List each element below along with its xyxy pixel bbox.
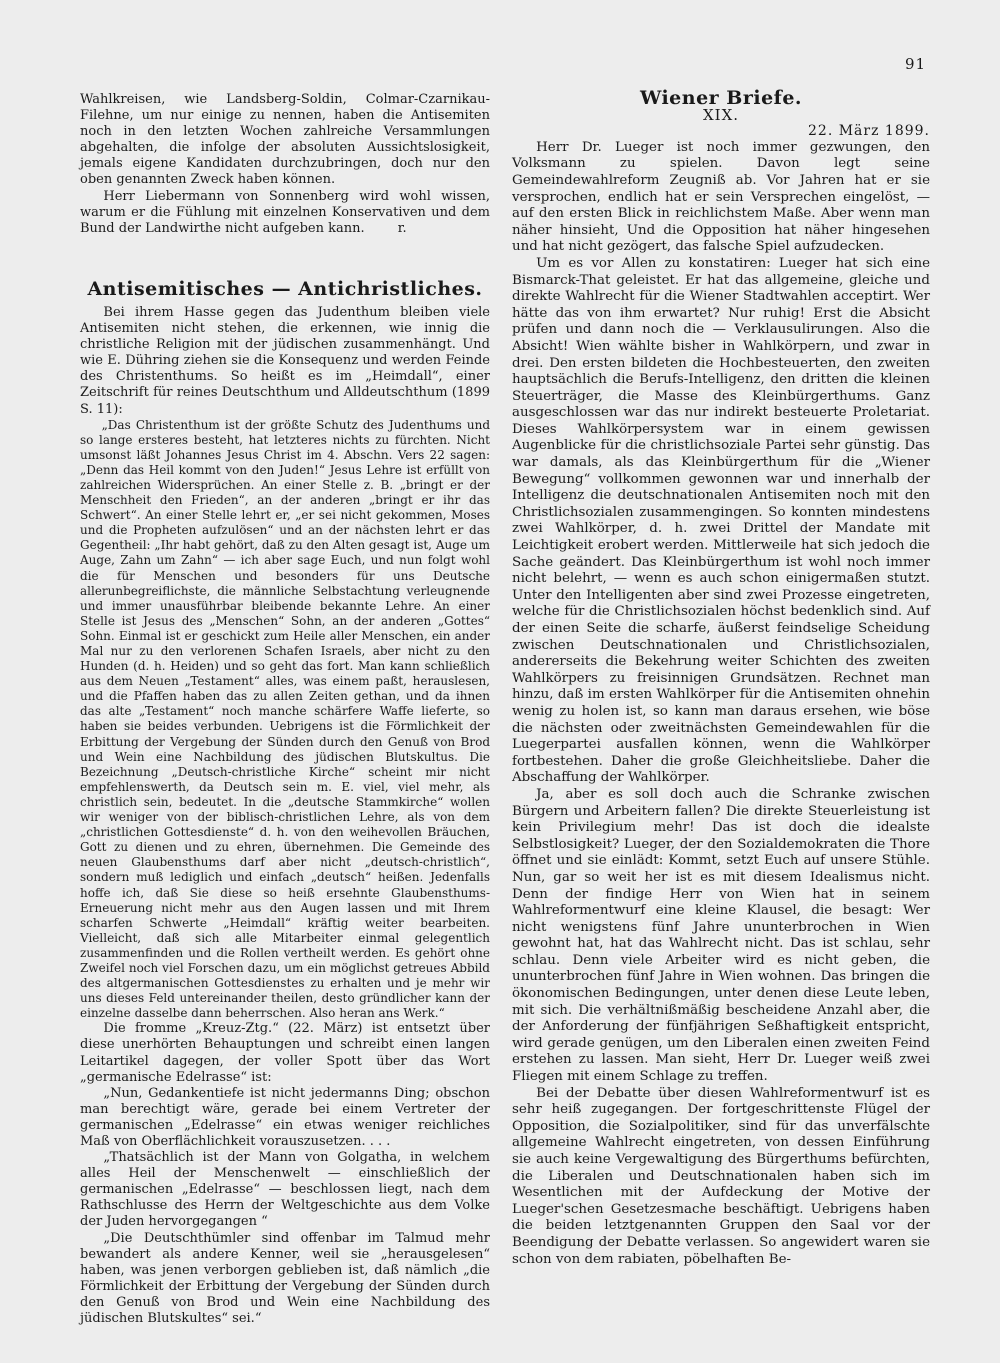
right-column [512,87,930,1268]
author-signature: r. [397,220,407,236]
kreuzzeitung-quote: „Thatsächlich ist der Mann von Golgatha, in welchem alles Heil der Menschenwelt — einschließlich der germanischen „Edelrasse“ — beschlossen liegt, nach dem Rathschlusse des Herrn der Weltgeschichte aus dem Volke der Juden hervorgegangen “ [80,1150,490,1230]
kreuzzeitung-quote: „Die Deutschthümler sind offenbar im Talmud mehr bewandert als andere Kenner, weil sie „herausgelesen“ haben, was jenen verborgen geblieben ist, daß nämlich „die Förmlichkeit der Erbittung der Vergebung der Sünden durch den Genuß von Brod und Wein eine Nachbildung des jüdischen Blutskultes“ sei.“ [80,1230,490,1327]
page-number: 91 [905,55,927,73]
article-paragraph: Herr Dr. Lueger ist noch immer gezwungen, den Volksmann zu spielen. Davon legt seine Gemeindewahlreform Zeugniß ab. Vor Jahren hat er sie versprochen, endlich hat er sein Versprechen eingelöst, — auf den ersten Blick in reichlichstem Maße. Aber wenn man näher hinsieht, Und die Opposition hat näher hingesehen und hat nicht gezögert, das falsche Spiel aufzudecken. [512,139,930,255]
article-number: XIX. [702,105,740,124]
article-heading-antisemitisches: Antisemitisches — Antichristliches. [87,277,483,300]
continuation-paragraph: Wahlkreisen, wie Landsberg-Soldin, Colmar-Czarnikau-Filehne, um nur einige zu nennen, haben die Antisemiten noch in den letzten Wochen zahlreiche Versammlungen abgehalten, die infolge der absoluten Aussichtslosigkeit, jemals eigene Kandidaten durchzubringen, doch nur den oben genannten Zweck haben können. [80,92,490,188]
article-date: 22. März 1899. [808,123,930,140]
article-paragraph: Die fromme „Kreuz-Ztg.“ (22. März) ist entsetzt über diese unerhörten Behauptungen und schreibt einen langen Leitartikel dagegen, der voller Spott über das Wort „germanische Edelrasse“ ist: [80,1021,490,1085]
heimdall-quote: „Das Christenthum ist der größte Schutz des Judenthums und so lange ersteres besteht, hat letzteres nichts zu fürchten. Nicht umsonst läßt Johannes Jesus Christ im 4. Abschn. Vers 22 sagen: „Denn das Heil kommt von den Juden!“ Jesus Lehre ist erfüllt von zahlreichen Widersprüchen. An einer Stelle z. B. „bringt er der Menschheit den Frieden“, an der anderen „bringt er ihr das Schwert“. An einer Stelle lehrt er, „er sei nicht gekommen, Moses und die Propheten aufzulösen“ und an der nächsten lehrt er das Gegentheil: „Ihr habt gehört, daß zu den Alten gesagt ist, Auge um Auge, Zahn um Zahn“ — ich aber sage Euch, und nun folgt wohl die für Menschen und besonders für uns Deutsche allerunbegreiflichste, die männliche Selbstachtung verleugnende und immer unausführbar bleibende bekannte Lehre. An einer Stelle ist Jesus des „Menschen“ Sohn, an der anderen „Gottes“ Sohn. Einmal ist er geschickt zum Heile aller Menschen, ein ander Mal nur zu den verlorenen Schafen Israels, aber nicht zu den Hunden (d. h. Heiden) und so geht das fort. Man kann schließlich aus dem Neuen „Testament“ alles, was einem paßt, herauslesen, und die Pfaffen haben das zu allen Zeiten gethan, und da ihnen das alte „Testament“ noch manche schärfere Waffe lieferte, so haben sie beides verbunden. Uebrigens ist die Förmlichkeit der Erbittung der Vergebung der Sünden durch den Genuß von Brod und Wein eine Nachbildung des jüdischen Blutskultus. Die Bezeichnung „Deutsch-christliche Kirche“ scheint mir nicht empfehlenswerth, da Deutsch sein m. E. viel, viel mehr, als christlich sein, bedeutet. In die „deutsche Stammkirche“ wollen wir weniger von der biblisch-christlichen Lehre, als von dem „christlichen Gottesdienste“ d. h. von den weihevollen Bräuchen, Gott zu dienen und zu ehren, übernehmen. Die Gemeinde des neuen Glaubensthums darf aber nicht „deutsch-christlich“, sondern muß lediglich und einfach „deutsch“ heißen. Jedenfalls hoffe ich, daß Sie diese so heiß ersehnte Glaubensthums-Erneuerung nicht mehr aus den Augen lassen und mit Ihrem scharfen Schwerte „Heimdall“ kräftig weiter bearbeiten. Vielleicht, daß sich alle Mitarbeiter einmal gelegentlich zusammenfinden und die Rollen vertheilt werden. Es gehört ohne Zweifel noch viel Forschen dazu, um ein möglichst getreues Abbild des altgermanischen Gottesdienstes zu erhalten und je mehr wir uns dieses Feld untereinander theilen, desto gründlicher kann der einzelne dasselbe dann beherrschen. Also heran ans Werk.“ [80,417,490,1021]
article-paragraph: Bei ihrem Hasse gegen das Judenthum bleiben viele Antisemiten nicht stehen, die erkennen, wie innig die christliche Religion mit der jüdischen zusammenhängt. Und wie E. Dühring ziehen sie die Konsequenz und werden Feinde des Christenthums. So heißt es im „Heimdall“, einer Zeitschrift für reines Deutschthum und Alldeutschthum (1899 S. 11): [80,304,490,417]
article-paragraph: Ja, aber es soll doch auch die Schranke zwischen Bürgern und Arbeitern fallen? Die direkte Steuerleistung ist kein Privilegium mehr! Das ist doch die idealste Selbstlosigkeit? Lueger, der den Sozialdemokraten die Thore öffnet und sie einlädt: Kommt, setzt Euch auf unsere Stühle. Nun, gar so weit her ist es mit diesem Idealismus nicht. Denn der findige Herr von Wien hat in seinem Wahlreformentwurf eine kleine Klausel, die besagt: Wer nicht wenigstens fünf Jahre ununterbrochen in Wien gewohnt hat, hat das Wahlrecht nicht. Das ist schlau, sehr schlau. Denn viele Arbeiter wird es nicht geben, die ununterbrochen fünf Jahre in Wien wohnen. Das bringen die ökonomischen Bedingungen, unter denen diese Leute leben, mit sich. Die verhältnißmäßig bescheidene Anzahl aber, die der Anforderung der fünfjährigen Seßhaftigkeit entspricht, wird gerade genügen, um den Liberalen einen zweiten Feind erstehen zu lassen. Man sieht, Herr Dr. Lueger weiß zwei Fliegen mit einem Schlage zu treffen. [512,786,930,1085]
liebermann-text: Herr Liebermann von Sonnenberg wird wohl wissen, warum er die Fühlung mit einzelnen Konservativen und dem Bund der Landwirthe nicht aufgeben kann. [80,188,490,236]
article-heading-wiener-briefe: Wiener Briefe. [639,87,803,109]
left-column [80,92,490,1327]
article-paragraph: Um es vor Allen zu konstatiren: Lueger hat sich eine Bismarck-That geleistet. Er hat das allgemeine, gleiche und direkte Wahlrecht für die Wiener Stadtwahlen acceptirt. Wer hätte das von ihm erwartet? Nur ruhig! Erst die Absicht prüfen und dann noch die — Verklausulirungen. Also die Absicht! Wien wählte bisher in Wahlkörpern, und zwar in drei. Den ersten bildeten die Hochbesteuerten, den zweiten hauptsächlich die Berufs-Intelligenz, den dritten die kleinen Steuerträger, die Masse des Kleinbürgerthums. Ganz ausgeschlossen war das nur indirekt besteuerte Proletariat. Dieses Wahlkörpersystem war in einem gewissen Augenblicke für die christlichsoziale Partei sehr günstig. Das war damals, als das Kleinbürgerthum für die „Wiener Bewegung“ vollkommen gewonnen war und innerhalb der Intelligenz die deutschnationalen Antisemiten noch mit den Christlichsozialen zusammengingen. So konnten mindestens zwei Wahlkörper, d. h. zwei Drittel der Mandate mit Leichtigkeit erobert werden. Mittlerweile hat sich jedoch die Sache geändert. Das Kleinbürgerthum ist wohl noch immer nicht belehrt, — wenn es auch schon einigermaßen stutzt. Unter den Intelligenten aber sind zwei Prozesse eingetreten, welche für die Christlichsozialen höchst bedenklich sind. Auf der einen Seite die scharfe, äußerst feindselige Scheidung zwischen Deutschnationalen und Christlichsozialen, andererseits die Bekehrung weiter Schichten des zweiten Wahlkörpers zu freisinnigen Grundsätzen. Rechnet man hinzu, daß im ersten Wahlkörper für die Antisemiten ohnehin wenig zu holen ist, so kann man daraus ersehen, wie böse die nächsten oder zweitnächsten Gemeindewahlen für die Luegerpartei ausfallen können, wenn die Wahlkörper fortbestehen. Daher die große Gleichheitsliebe. Daher die Abschaffung der Wahlkörper. [512,255,930,786]
liebermann-paragraph [80,189,490,237]
article-paragraph: Bei der Debatte über diesen Wahlreformentwurf ist es sehr heiß zugegangen. Der fortgeschrittenste Flügel der Opposition, die Sozialpolitiker, sind für das unverfälschte allgemeine Wahlrecht eingetreten, von dessen Einführung sie auch keine Vergewaltigung des Bürgerthums befürchten, die Liberalen und Deutschnationalen haben sich im Wesentlichen mit der Aufdeckung der Motive der Lueger'schen Gesetzesmache beschäftigt. Uebrigens haben die beiden letztgenannten Gruppen den Saal vor der Beendigung der Debatte verlassen. So angewidert waren sie schon von dem rabiaten, pöbelhaften Be- [512,1085,930,1267]
kreuzzeitung-quote: „Nun, Gedankentiefe ist nicht jedermanns Ding; obschon man berechtigt wäre, gerade bei einem Vertreter der germanischen „Edelrasse“ ein etwas weniger reichliches Maß von Oberflächlichkeit vorauszusetzen. . . . [80,1085,490,1149]
